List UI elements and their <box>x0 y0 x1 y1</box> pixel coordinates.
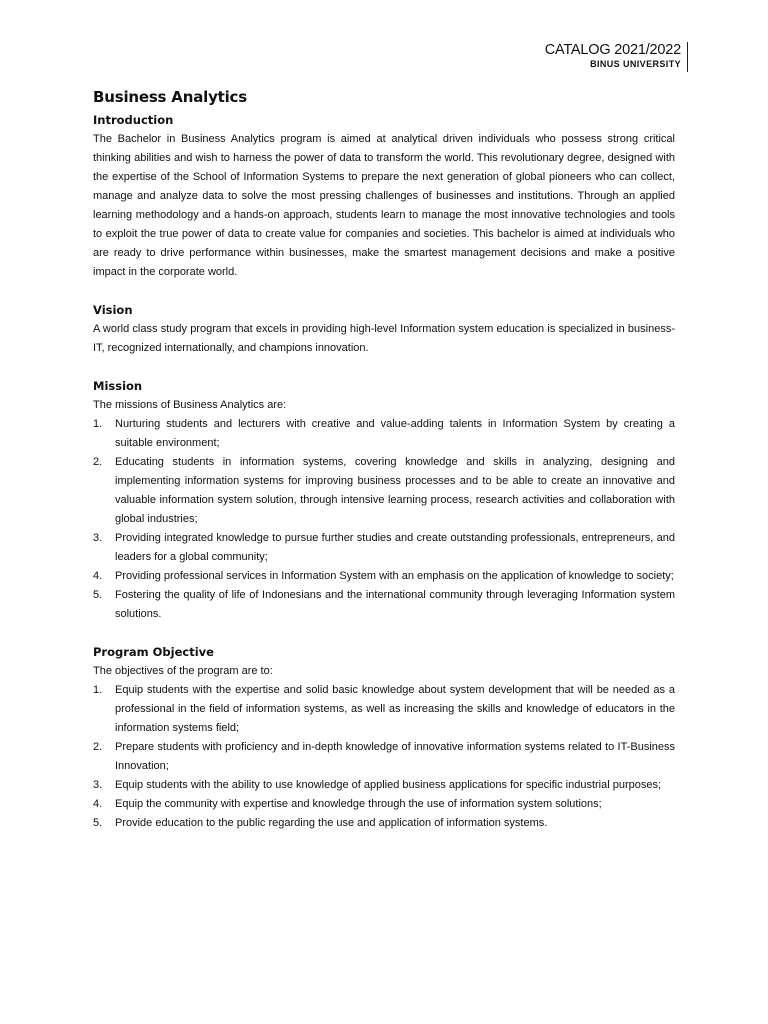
list-text: Fostering the quality of life of Indonesians and the international community through leveraging Information system solutions. <box>115 589 675 620</box>
list-number: 4. <box>93 570 103 582</box>
objective-intro: The objectives of the program are to: <box>93 665 273 677</box>
list-number: 3. <box>93 779 103 791</box>
objective-section <box>93 643 675 833</box>
list-number: 2. <box>93 456 103 468</box>
list-number: 2. <box>93 741 103 753</box>
list-item <box>93 776 675 795</box>
list-number: 1. <box>93 418 103 430</box>
introduction-section <box>93 111 675 282</box>
list-number: 5. <box>93 817 103 829</box>
list-text: Providing integrated knowledge to pursue further studies and create outstanding professionals, entrepreneurs, and leaders for a global community; <box>115 532 675 563</box>
vision-section <box>93 301 675 358</box>
list-item <box>93 415 675 453</box>
list-item <box>93 586 675 624</box>
list-text: Educating students in information systems, covering knowledge and skills in analyzing, designing and implementing information systems for improving business processes and to be able to create an innovative and valuable information system solution, through intensive learning process, research activities and collaboration with global industries; <box>115 456 675 525</box>
introduction-text: The Bachelor in Business Analytics program is aimed at analytical driven individuals who possess strong critical thinking abilities and wish to harness the power of data to transform the world. This revolutionary degree, designed with the expertise of the School of Information Systems to prepare the next generation of global pioneers who can collect, manage and analyze data to solve the most pressing challenges of businesses and institutions. Through an applied learning methodology and a hands-on approach, students learn to manage the most innovative technologies and tools to exploit the true power of data to create value for companies and societies. This bachelor is aimed at individuals who are ready to drive performance within businesses, make the smartest management decisions and make a positive impact in the corporate world. <box>93 133 675 278</box>
list-text: Nurturing students and lecturers with creative and value-adding talents in Information System by creating a suitable environment; <box>115 418 675 449</box>
objective-list <box>93 681 675 833</box>
list-text: Equip students with the ability to use knowledge of applied business applications for specific industrial purposes; <box>115 779 662 791</box>
mission-intro: The missions of Business Analytics are: <box>93 399 287 411</box>
mission-section <box>93 377 675 624</box>
list-item <box>93 453 675 529</box>
list-number: 3. <box>93 532 103 544</box>
list-item <box>93 567 675 586</box>
list-item <box>93 681 675 738</box>
list-item <box>93 529 675 567</box>
list-item <box>93 738 675 776</box>
list-number: 1. <box>93 684 103 696</box>
list-text: Prepare students with proficiency and in-depth knowledge of innovative information systems related to IT-Business Innovation; <box>115 741 675 772</box>
vision-heading: Vision <box>93 303 133 317</box>
catalog-label: CATALOG 2021/2022 <box>544 42 681 58</box>
list-number: 5. <box>93 589 103 601</box>
introduction-heading: Introduction <box>93 113 174 127</box>
list-item <box>93 814 675 833</box>
document-title: Business Analytics <box>93 88 247 106</box>
mission-heading: Mission <box>93 379 143 393</box>
list-text: Providing professional services in Information System with an emphasis on the application of knowledge to society; <box>115 570 674 582</box>
mission-list <box>93 415 675 624</box>
list-text: Equip students with the expertise and solid basic knowledge about system development that will be needed as a professional in the field of information systems, as well as increasing the skills and knowledge of educators in the information systems field; <box>115 684 675 734</box>
list-number: 4. <box>93 798 103 810</box>
page-header <box>545 42 688 72</box>
document-body <box>93 86 675 852</box>
list-text: Equip the community with expertise and knowledge through the use of information system solutions; <box>115 798 602 810</box>
list-item <box>93 795 675 814</box>
objective-heading: Program Objective <box>93 645 214 659</box>
vision-text: A world class study program that excels in providing high-level Information system education is specialized in business-IT, recognized internationally, and champions innovation. <box>93 323 675 354</box>
list-text: Provide education to the public regarding the use and application of information systems. <box>115 817 548 829</box>
university-label: BINUS UNIVERSITY <box>590 59 681 69</box>
